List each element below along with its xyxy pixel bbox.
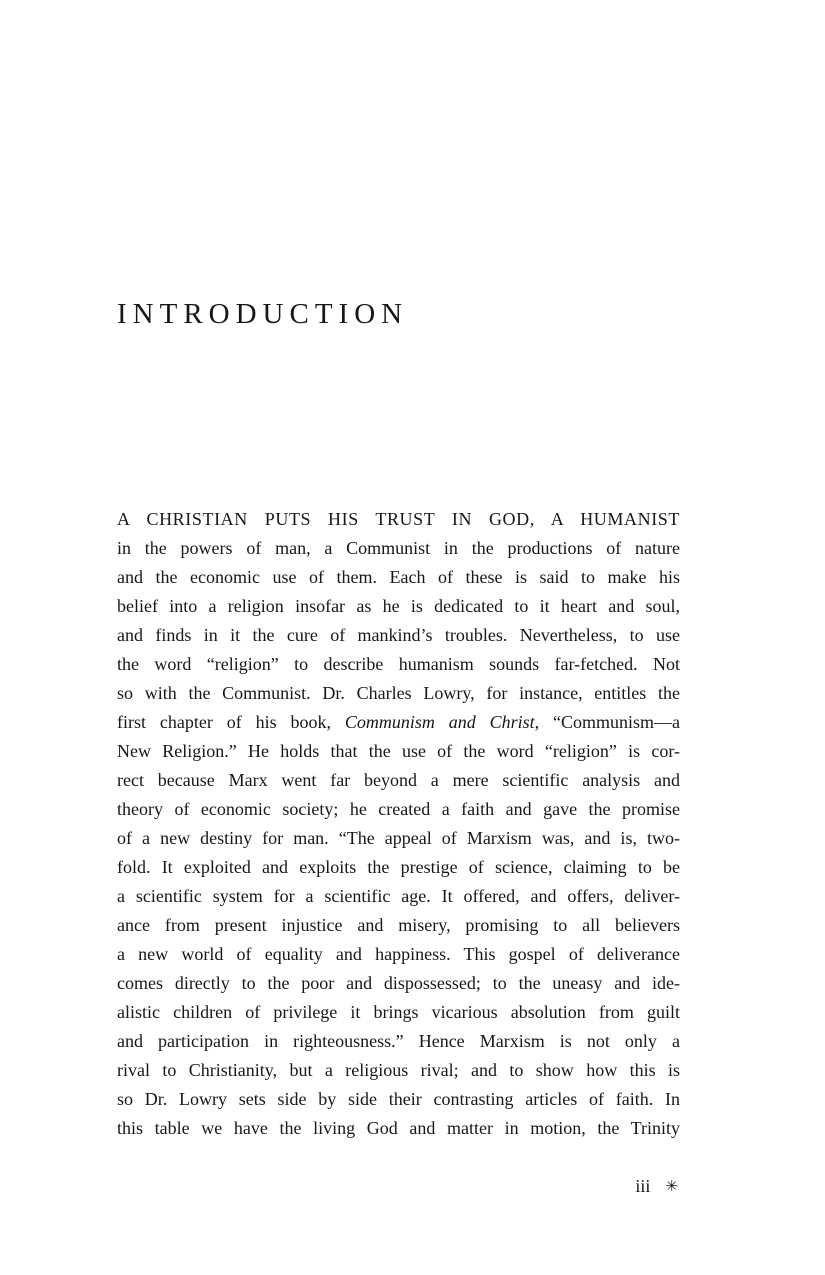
text-segment: and the economic use of them. Each of these is said to make his	[117, 567, 680, 587]
text-segment: and participation in righteousness.” Hence Marxism is not only a	[117, 1031, 680, 1051]
text-line	[117, 969, 680, 998]
text-segment: the word “religion” to describe humanism sounds far-fetched. Not	[117, 654, 680, 674]
text-segment: alistic children of privilege it brings vicarious absolution from guilt	[117, 1002, 680, 1022]
page-number: iii	[635, 1176, 651, 1196]
text-segment: A CHRISTIAN PUTS HIS TRUST IN GOD, A HUMANIST	[117, 509, 680, 529]
text-line	[117, 911, 680, 940]
text-segment: and finds in it the cure of mankind’s troubles. Nevertheless, to use	[117, 625, 680, 645]
text-line	[117, 1085, 680, 1114]
text-segment: belief into a religion insofar as he is dedicated to it heart and soul,	[117, 596, 680, 616]
page-footer	[635, 1177, 678, 1195]
text-segment: so Dr. Lowry sets side by side their contrasting articles of faith. In	[117, 1089, 680, 1109]
text-line	[117, 708, 680, 737]
text-line	[117, 505, 680, 534]
text-segment: theory of economic society; he created a faith and gave the promise	[117, 799, 680, 819]
book-title-italic: Communism and Christ	[344, 712, 535, 732]
text-line	[117, 853, 680, 882]
text-segment: in the powers of man, a Communist in the productions of nature	[117, 538, 680, 558]
text-line	[117, 882, 680, 911]
text-segment: a new world of equality and happiness. This gospel of deliverance	[117, 944, 680, 964]
text-line	[117, 998, 680, 1027]
text-segment: this table we have the living God and matter in motion, the Trinity	[117, 1118, 680, 1138]
text-segment: New Religion.” He holds that the use of the word “religion” is cor-	[117, 741, 680, 761]
text-line	[117, 679, 680, 708]
text-line	[117, 1114, 680, 1143]
text-segment: a scientific system for a scientific age. It offered, and offers, deliver-	[117, 886, 680, 906]
text-line	[117, 766, 680, 795]
text-segment: comes directly to the poor and dispossessed; to the uneasy and ide-	[117, 973, 680, 993]
text-line	[117, 795, 680, 824]
text-segment: fold. It exploited and exploits the prestige of science, claiming to be	[117, 857, 680, 877]
body-text	[117, 505, 680, 1143]
text-segment: , “Communism—a	[534, 712, 680, 732]
text-line	[117, 1027, 680, 1056]
text-segment: ance from present injustice and misery, promising to all believers	[117, 915, 680, 935]
text-line	[117, 940, 680, 969]
asterisk-icon: ✳	[665, 1177, 678, 1195]
text-line	[117, 534, 680, 563]
text-line	[117, 650, 680, 679]
text-line	[117, 737, 680, 766]
text-segment: first chapter of his book,	[117, 712, 345, 732]
text-line	[117, 592, 680, 621]
text-segment: rect because Marx went far beyond a mere scientific analysis and	[117, 770, 680, 790]
text-line	[117, 1056, 680, 1085]
text-line	[117, 621, 680, 650]
chapter-title: INTRODUCTION	[117, 298, 409, 330]
text-segment: so with the Communist. Dr. Charles Lowry, for instance, entitles the	[117, 683, 680, 703]
text-segment: rival to Christianity, but a religious rival; and to show how this is	[117, 1060, 680, 1080]
text-segment: of a new destiny for man. “The appeal of Marxism was, and is, two-	[117, 828, 680, 848]
text-line	[117, 824, 680, 853]
text-line	[117, 563, 680, 592]
